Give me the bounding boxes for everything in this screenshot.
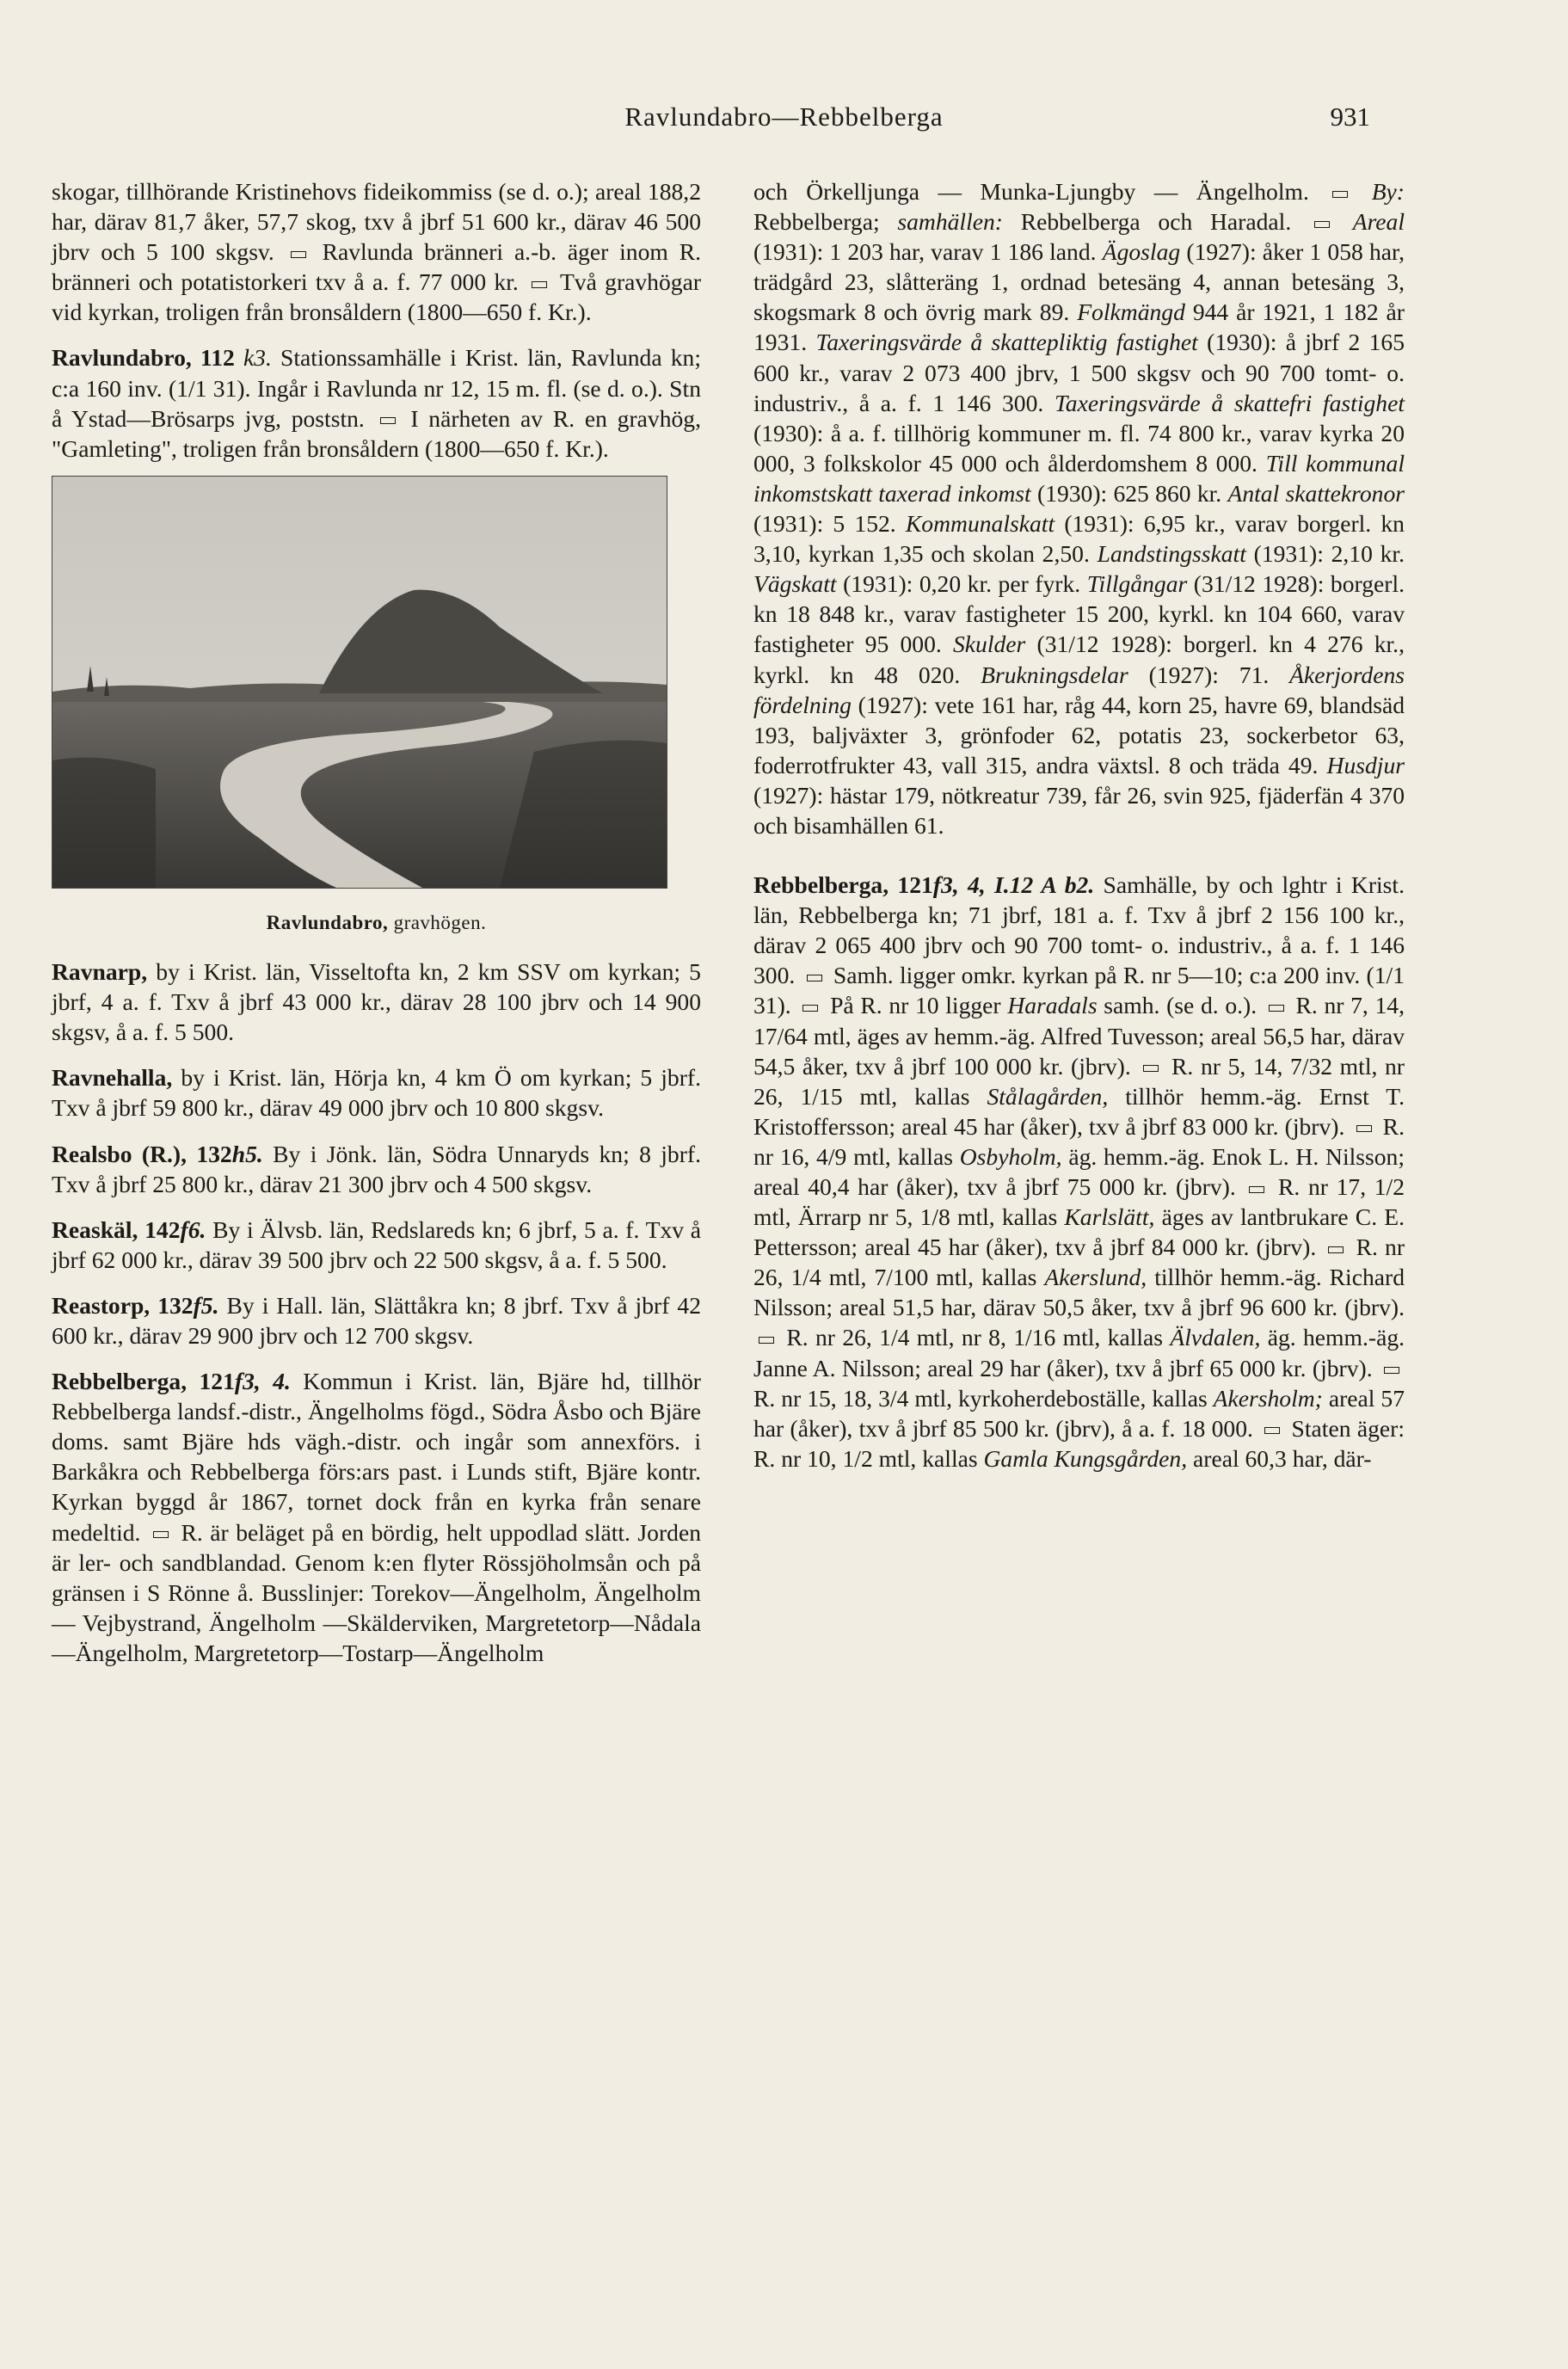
entry-headword: Rebbelberga, 121	[753, 871, 933, 899]
page-number: 931	[1330, 102, 1370, 132]
entry-headword: Reastorp, 132	[52, 1291, 194, 1319]
entry-rebbelberga-continued: och Örkelljunga — Munka-Ljungby — Ängelholm. By: Rebbelberga; samhällen: Rebbelberga och Haradal. Areal (1931): 1 203 har, varav 1 186 land. Ägoslag (1927): åker 1 058 har, trädgård 23, slåtteräng 1, ordnad betesäng 4, annan betesäng 3, skogsmark 8 och övrig mark 89. Folkmängd 944 år 1921, 1 182 år 1931. Taxeringsvärde å skattepliktig fastighet (1930): å jbrf 2 165 600 kr., varav 2 073 400 jbrv, 1 500 skgsv och 90 700 tomt- o. industriv., å a. f. 1 146 300. Taxeringsvärde å skattefri fastighet (1930): å a. f. tillhörig kommuner m. fl. 74 800 kr., varav kyrka 20 000, 3 folkskolor 45 000 och ålderdomshem 8 000. Till kommunal inkomstskatt taxerad inkomst (1930): 625 860 kr. Antal skattekronor (1931): 5 152. Kommunalskatt (1931): 6,95 kr., varav borgerl. kn 3,10, kyrkan 1,35 och skolan 2,50. Landstingsskatt (1931): 2,10 kr. Vägskatt (1931): 0,20 kr. per fyrk. Tillgångar (31/12 1928): borgerl. kn 18 848 kr., varav fastigheter 15 200, kyrkl. kn 104 660, varav fastigheter 95 000. Skulder (31/12 1928): borgerl. kn 4 276 kr., kyrkl. kn 48 020. Brukningsdelar (1927): 71. Åkerjordens fördelning (1927): vete 161 har, råg 44, korn 25, havre 69, blandsäd 193, baljväxter 3, grönfoder 62, potatis 23, sockerbetor 63, foderrotfrukter 43, vall 315, andra växtsl. 8 och träda 49. Husdjur (1927): hästar 179, nötkreatur 739, får 26, svin 925, fjäderfän 4 370 och bisamhällen 61.	[753, 178, 1405, 839]
section-separator-icon	[1249, 1186, 1264, 1193]
section-separator-icon	[1384, 1367, 1399, 1374]
section-separator-icon	[1143, 1065, 1159, 1072]
entry-headword: Ravnehalla,	[52, 1064, 173, 1092]
section-separator-icon	[153, 1531, 169, 1538]
section-separator-icon	[1332, 191, 1348, 198]
map-reference: f3, 4, I.12 A b2.	[932, 871, 1095, 899]
entry-continuation: skogar, tillhörande Kristinehovs fideikommiss (se d. o.); areal 188,2 har, därav 81,7 åker, 57,7 skog, txv å jbrf 51 600 kr., därav 46 500 jbrv och 5 100 skgsv. Ravlunda bränneri a.-b. äger inom R. bränneri och potatistorkeri txv å a. f. 77 000 kr. Två gravhögar vid kyrkan, troligen från bronsåldern (1800—650 f. Kr.).	[52, 178, 702, 326]
section-separator-icon	[380, 417, 396, 424]
section-separator-icon	[1356, 1125, 1372, 1132]
left-column	[52, 176, 701, 1683]
right-column	[753, 176, 1405, 1489]
section-separator-icon	[1314, 221, 1330, 228]
entry-headword: Ravnarp,	[52, 958, 148, 986]
entry-ravlundabro: Ravlundabro, 112 k3. Stationssamhälle i Krist. län, Ravlunda kn; c:a 160 inv. (1/1 31). Ingår i Ravlunda nr 12, 15 m. fl. (se d. o.). Stn å Ystad—Brösarps jvg, poststn. I närheten av R. en gravhög, "Gamleting", troligen från bronsåldern (1800—650 f. Kr.).	[52, 344, 701, 462]
section-separator-icon	[291, 251, 306, 258]
running-head: Ravlundabro—Rebbelberga	[624, 102, 944, 132]
entry-reaskal: Reaskäl, 142f6. By i Älvsb. län, Redslareds kn; 6 jbrf, 5 a. f. Txv å jbrf 62 000 kr., därav 39 500 jbrv och 22 500 skgsv, å a. f. 5 500.	[52, 1215, 701, 1273]
map-reference: f6.	[180, 1215, 206, 1243]
section-separator-icon	[1264, 1427, 1280, 1434]
entry-headword: Realsbo (R.), 132	[52, 1140, 232, 1167]
landscape-photo	[52, 476, 667, 889]
map-reference: f3, 4.	[234, 1368, 291, 1395]
map-reference: h5.	[231, 1140, 263, 1167]
entry-ravnehalla: Ravnehalla, by i Krist. län, Hörja kn, 4 km Ö om kyrkan; 5 jbrf. Txv å jbrf 59 800 kr., därav 49 000 jbrv och 10 800 skgsv.	[52, 1064, 701, 1122]
section-separator-icon	[1328, 1246, 1344, 1253]
entry-headword: Ravlundabro, 112	[52, 344, 235, 372]
photo-figure	[52, 476, 701, 938]
map-reference: f5.	[193, 1291, 219, 1319]
entry-realsbo: Realsbo (R.), 132h5. By i Jönk. län, Södra Unnaryds kn; 8 jbrf. Txv å jbrf 25 800 kr., därav 21 300 jbrv och 4 500 skgsv.	[52, 1140, 702, 1197]
entry-reastorp: Reastorp, 132f5. By i Hall. län, Slättåkra kn; 8 jbrf. Txv å jbrf 42 600 kr., därav 29 900 jbrv och 12 700 skgsv.	[52, 1291, 701, 1349]
entry-rebbelberga-samhalle: Rebbelberga, 121f3, 4, I.12 A b2. Samhälle, by och lghtr i Krist. län, Rebbelberga kn; 71 jbrf, 181 a. f. Txv å jbrf 2 156 100 kr., därav 2 065 400 jbrv och 90 700 tomt- o. industriv., å a. f. 1 146 300. Samh. ligger omkr. kyrkan på R. nr 5—10; c:a 200 inv. (1/1 31). På R. nr 10 ligger Haradals samh. (se d. o.). R. nr 7, 14, 17/64 mtl, äges av hemm.-äg. Alfred Tuvesson; areal 56,5 har, därav 54,5 åker, txv å jbrf 100 000 kr. (jbrv). R. nr 5, 14, 7/32 mtl, nr 26, 1/15 mtl, kallas Stålagården, tillhör hemm.-äg. Ernst T. Kristoffersson; areal 45 har (åker), txv å jbrf 83 000 kr. (jbrv). R. nr 16, 4/9 mtl, kallas Osbyholm, äg. hemm.-äg. Enok L. H. Nilsson; areal 40,4 har (åker), txv å jbrf 75 000 kr. (jbrv). R. nr 17, 1/2 mtl, Ärrarp nr 5, 1/8 mtl, kallas Karlslätt, äges av lantbrukare C. E. Pettersson; areal 45 har (åker), txv å jbrf 84 000 kr. (jbrv). R. nr 26, 1/4 mtl, 7/100 mtl, kallas Akerslund, tillhör hemm.-äg. Richard Nilsson; areal 51,5 har, därav 50,5 åker, txv å jbrf 96 600 kr. (jbrv). R. nr 26, 1/4 mtl, nr 8, 1/16 mtl, kallas Älvdalen, äg. hemm.-äg. Janne A. Nilsson; areal 29 har (åker), txv å jbrf 65 000 kr. (jbrv). R. nr 15, 18, 3/4 mtl, kyrkoherdeboställe, kallas Akersholm; areal 57 har (åker), txv å jbrf 85 500 kr. (jbrv), å a. f. 18 000. Staten äger: R. nr 10, 1/2 mtl, kallas Gamla Kungsgården, areal 60,3 har, där-	[753, 871, 1405, 1472]
entry-ravnarp: Ravnarp, by i Krist. län, Visseltofta kn, 2 km SSV om kyrkan; 5 jbrf, 4 a. f. Txv å jbrf 43 000 kr., därav 28 100 jbrv och 14 900 skgsv, å a. f. 5 500.	[52, 958, 701, 1046]
map-reference: k3.	[243, 344, 272, 372]
entry-rebbelberga-kommun: Rebbelberga, 121f3, 4. Kommun i Krist. län, Bjäre hd, tillhör Rebbelberga landsf.-distr., Ängelholms fögd., Södra Åsbo och Bjäre doms. samt Bjäre hds vägh.-distr. och ingår som annexförs. i Barkåkra och Rebbelberga förs:ars past. i Lunds stift, Bjäre kontr. Kyrkan byggd år 1867, tornet dock från en kyrka från senare medeltid. R. är beläget på en bördig, helt uppodlad slätt. Jorden är ler- och sandblandad. Genom k:en flyter Rössjöholmsån och på gränsen i S Rönne å. Busslinjer: Torekov—Ängelholm, Ängelholm — Vejbystrand, Ängelholm —Skälderviken, Margretetorp—Nådala—Ängelholm, Margretetorp—Tostarp—Ängelholm	[52, 1368, 702, 1666]
section-separator-icon	[802, 1005, 818, 1012]
section-separator-icon	[1269, 1005, 1284, 1012]
entry-headword: Rebbelberga, 121	[52, 1368, 235, 1395]
photo-caption: Ravlundabro, gravhögen.	[266, 911, 487, 933]
section-separator-icon	[532, 281, 547, 288]
section-separator-icon	[759, 1337, 774, 1344]
section-separator-icon	[807, 975, 822, 981]
entry-headword: Reaskäl, 142	[52, 1215, 181, 1243]
